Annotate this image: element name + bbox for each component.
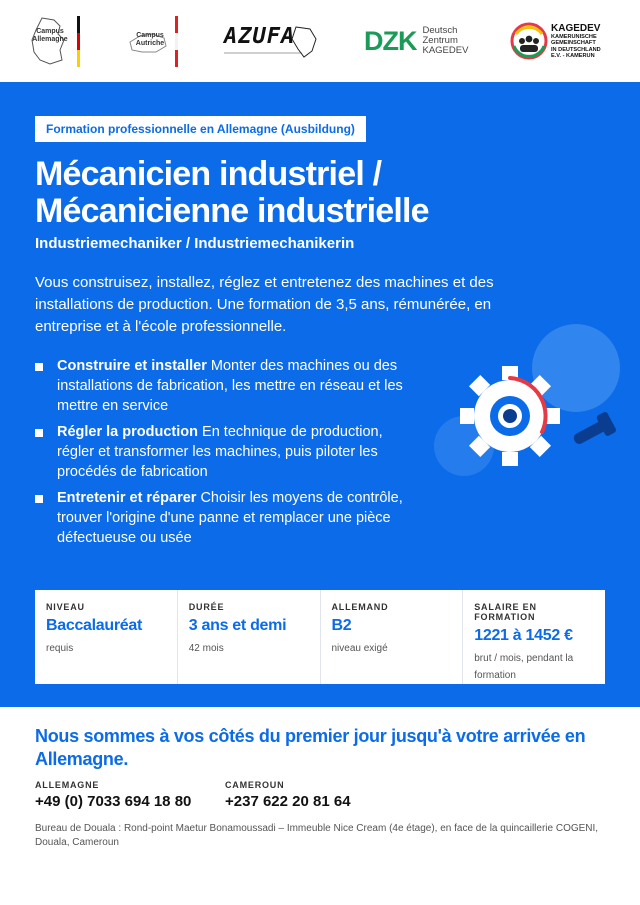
dzk-mark: DZK: [364, 25, 417, 56]
list-item: [35, 488, 415, 548]
dzk-line: KAGEDEV: [422, 45, 469, 56]
logo-kagedev: [510, 12, 620, 70]
card-label: DURÉE: [188, 602, 225, 612]
kagedev-name: KAGEDEV: [551, 22, 601, 34]
bullet-heading: Construire et installer: [57, 358, 207, 374]
intro-paragraph: Vous construisez, installez, réglez et entretenez des machines et des installations de production. Une formation de 3,5 ans, rémunérée, en entreprise et à l'école professionnelle.: [35, 274, 494, 335]
office-address: Bureau de Douala : Rond-point Maetur Bonamoussadi – Immeuble Nice Cream (4e étage), en face de la quincaillerie COGENI, Douala, Cameroun: [35, 823, 599, 848]
bullet-square-icon: [35, 363, 43, 371]
bullet-square-icon: [35, 495, 43, 503]
logo-campus-autriche: [126, 12, 182, 70]
phone-link-allemagne[interactable]: +49 (0) 7033 694 18 80: [35, 793, 192, 810]
azufa-wordmark: AZUFA: [224, 24, 296, 49]
page-title: [35, 156, 595, 230]
title-line: Mécanicienne industrielle: [35, 192, 429, 230]
gear-illustration: [430, 322, 630, 482]
gear-icon: [460, 366, 560, 466]
logo-azufa: [222, 12, 322, 70]
german-title: Industriemechaniker / Industriemechanikerin: [35, 235, 355, 252]
card-niveau: [35, 590, 178, 684]
card-value: Baccalauréat: [46, 617, 143, 634]
list-item: [35, 356, 415, 416]
hero-section: [0, 82, 640, 707]
dzk-line: Deutsch: [422, 25, 458, 36]
kagedev-line: IN DEUTSCHLAND: [551, 46, 601, 53]
card-allemand: [321, 590, 464, 684]
support-heading: Nous sommes à vos côtés du premier jour jusqu'à votre arrivée en Allemagne.: [35, 726, 586, 769]
card-label: SALAIRE EN FORMATION: [474, 602, 537, 622]
title-line: Mécanicien industriel /: [35, 155, 382, 193]
card-label: ALLEMAND: [331, 602, 389, 612]
logo-dzk: [364, 12, 468, 70]
kagedev-emblem-icon: [510, 22, 548, 60]
contact-label: ALLEMAGNE: [35, 780, 100, 790]
phone-link-cameroun[interactable]: +237 622 20 81 64: [225, 793, 351, 810]
bullet-text: Monter des machines ou des installations de fabrication, les mettre en réseau et les mettre en service: [57, 358, 403, 414]
card-sub: niveau exigé: [331, 643, 388, 654]
card-label: NIVEAU: [46, 602, 85, 612]
bullet-heading: Entretenir et réparer: [57, 490, 197, 506]
kagedev-line: KAMERUNISCHE: [551, 33, 597, 40]
bullet-heading: Régler la production: [57, 424, 198, 440]
card-sub: requis: [46, 643, 74, 654]
card-value: 1221 à 1452 €: [474, 627, 573, 644]
list-item: [35, 422, 415, 482]
dzk-line: Zentrum: [422, 35, 458, 46]
contact-label: CAMEROUN: [225, 780, 285, 790]
logo-bar: [0, 0, 640, 82]
category-tag: Formation professionnelle en Allemagne (Ausbildung): [35, 116, 366, 142]
logo-campus-allemagne: [28, 12, 84, 70]
bullet-text: Choisir les moyens de contrôle, trouver l'origine d'une panne et remplacer une pièce défectueuse ou usée: [57, 490, 403, 546]
bullet-text: En technique de production, régler et transformer les machines, puis piloter les procédés de fabrication: [57, 424, 383, 480]
card-sub: brut / mois, pendant la formation: [474, 653, 574, 681]
logo-text-line: Autriche: [135, 40, 165, 47]
card-value: 3 ans et demi: [188, 617, 287, 634]
info-cards: [35, 590, 605, 684]
contact-allemagne: [35, 780, 191, 810]
kagedev-line: GEMEINSCHAFT: [551, 40, 596, 47]
card-sub: 42 mois: [188, 643, 224, 654]
task-list: [35, 356, 415, 554]
bolt-icon: [569, 411, 617, 451]
bullet-square-icon: [35, 429, 43, 437]
contact-cameroun: [225, 780, 351, 810]
logo-text-line: Campus: [136, 32, 164, 39]
card-value: B2: [331, 617, 352, 634]
logo-text-line: Campus: [36, 28, 64, 35]
logo-text-line: Allemagne: [32, 36, 68, 43]
card-duree: [178, 590, 321, 684]
kagedev-line: E.V. - KAMERUN: [551, 52, 595, 59]
card-salaire: [463, 590, 605, 684]
